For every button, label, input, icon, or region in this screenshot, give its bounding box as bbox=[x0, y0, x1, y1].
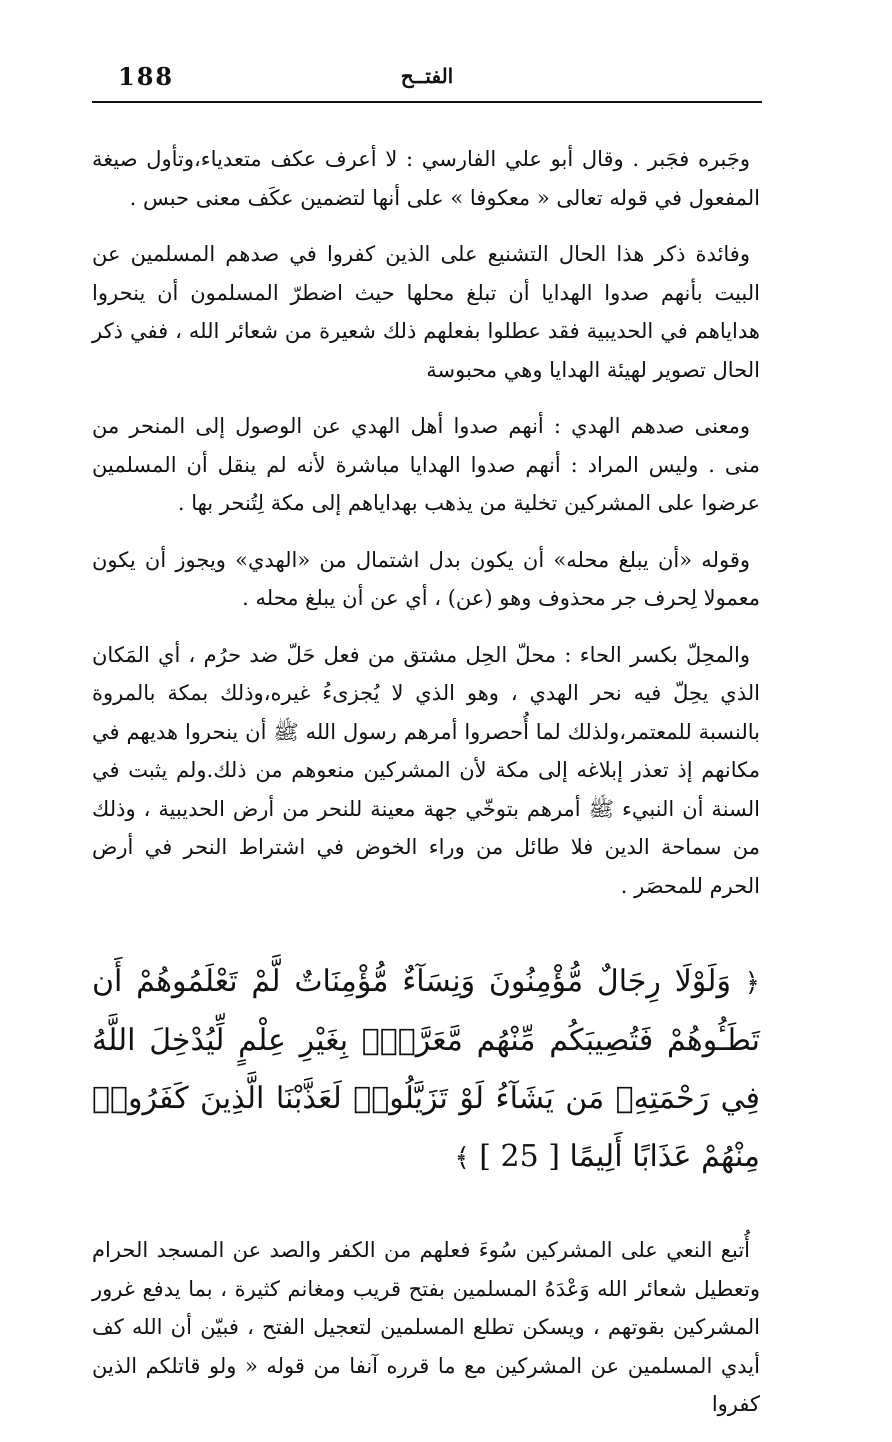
ayah-number: [ 25 ] bbox=[479, 1139, 560, 1174]
page-number: 188 bbox=[118, 62, 175, 91]
verse-open-bracket: ﴿ bbox=[744, 968, 760, 998]
page-header bbox=[92, 62, 762, 102]
quran-verse bbox=[92, 953, 760, 1187]
paragraph-3: ومعنى صدهم الهدي : أنهم صدوا أهل الهدي عن الوصول إلى المنحر من منى . وليس المراد : أنهم صدوا الهدايا مباشرة لأنه لم ينقل أن المسلمين عرضوا على المشركين تخلية من يذهب بهداياهم إلى مكة لِتُنحر بها . bbox=[92, 414, 760, 515]
header-rule bbox=[92, 101, 762, 103]
paragraph-6: أُتبع النعي على المشركين سُوءَ فعلهم من الكفر والصد عن المسجد الحرام وتعطيل شعائر الله وَعْدَهُ المسلمين بفتح قريب ومغانم كثيرة ، بما يدفع غرور المشركين بقوتهم ، ويسكن تطلع المسلمين لتعجيل الفتح ، فبيّن أن الله كف أيدي المسلمين عن المشركين مع ما قرره آنفا من قوله « ولو قاتلكم الذين كفروا bbox=[92, 1238, 760, 1416]
paragraph-2: وفائدة ذكر هذا الحال التشنيع على الذين كفروا في صدهم المسلمين عن البيت بأنهم صدوا الهدايا أن تبلغ محلها حيث اضطرّ المسلمون أن ينحروا هداياهم في الحديبية فقد عطلوا بفعلهم ذلك شعيرة من شعائر الله ، ففي ذكر الحال تصوير لهيئة الهدايا وهي محبوسة bbox=[92, 242, 760, 382]
page-body bbox=[92, 140, 760, 1442]
paragraph-4: وقوله «أن يبلغ محله» أن يكون بدل اشتمال من «الهدي» ويجوز أن يكون معمولا لِحرف جر محذوف وهو (عن) ، أي عن أن يبلغ محله . bbox=[92, 547, 760, 610]
running-title: الفتــح bbox=[400, 64, 454, 88]
verse-close-bracket: ﴾ bbox=[454, 1143, 470, 1173]
verse-text: وَلَوْلَا رِجَالٌ مُّؤْمِنُونَ وَنِسَآءٌ مُّؤْمِنَاتٌ لَّمْ تَعْلَمُوهُمْ أَن تَطَـُٔوهُمْ فَتُصِيبَكُم مِّنْهُم مَّعَرَّةٌۢ بِغَيْرِ عِلْمٍ لِّيُدْخِلَ اللَّهُ فِي رَحْمَتِهِۦ مَن يَشَآءُ لَوْ تَزَيَّلُوا۟ لَعَذَّبْنَا الَّذِينَ كَفَرُوا۟ مِنْهُمْ عَذَابًا أَلِيمًا bbox=[92, 964, 760, 1174]
paragraph-1: وجَبره فجَبر . وقال أبو علي الفارسي : لا أعرف عكف متعدياء،وتأول صيغة المفعول في قوله تعالى « معكوفا » على أنها لتضمين عكَف معنى حبس . bbox=[92, 147, 760, 210]
paragraph-5: والمحِلّ بكسر الحاء : محلّ الحِل مشتق من فعل حَلّ ضد حرُم ، أي المَكان الذي يحِلّ فيه نحر الهدي ، وهو الذي لا يُجزىءُ غيره،وذلك بمكة بالمروة بالنسبة للمعتمر،ولذلك لما أُحصروا أمرهم رسول الله ﷺ أن ينحروا هديهم في مكانهم إذ تعذر إبلاغه إلى مكة لأن المشركين منعوهم من ذلك.ولم يثبت في السنة أن النبيء ﷺ أمرهم بتوخّي جهة معينة للنحر من أرض الحديبية ، وذلك من سماحة الدين فلا طائل من وراء الخوض في اشتراط النحر في أرض الحرم للمحصَر . bbox=[92, 642, 760, 898]
